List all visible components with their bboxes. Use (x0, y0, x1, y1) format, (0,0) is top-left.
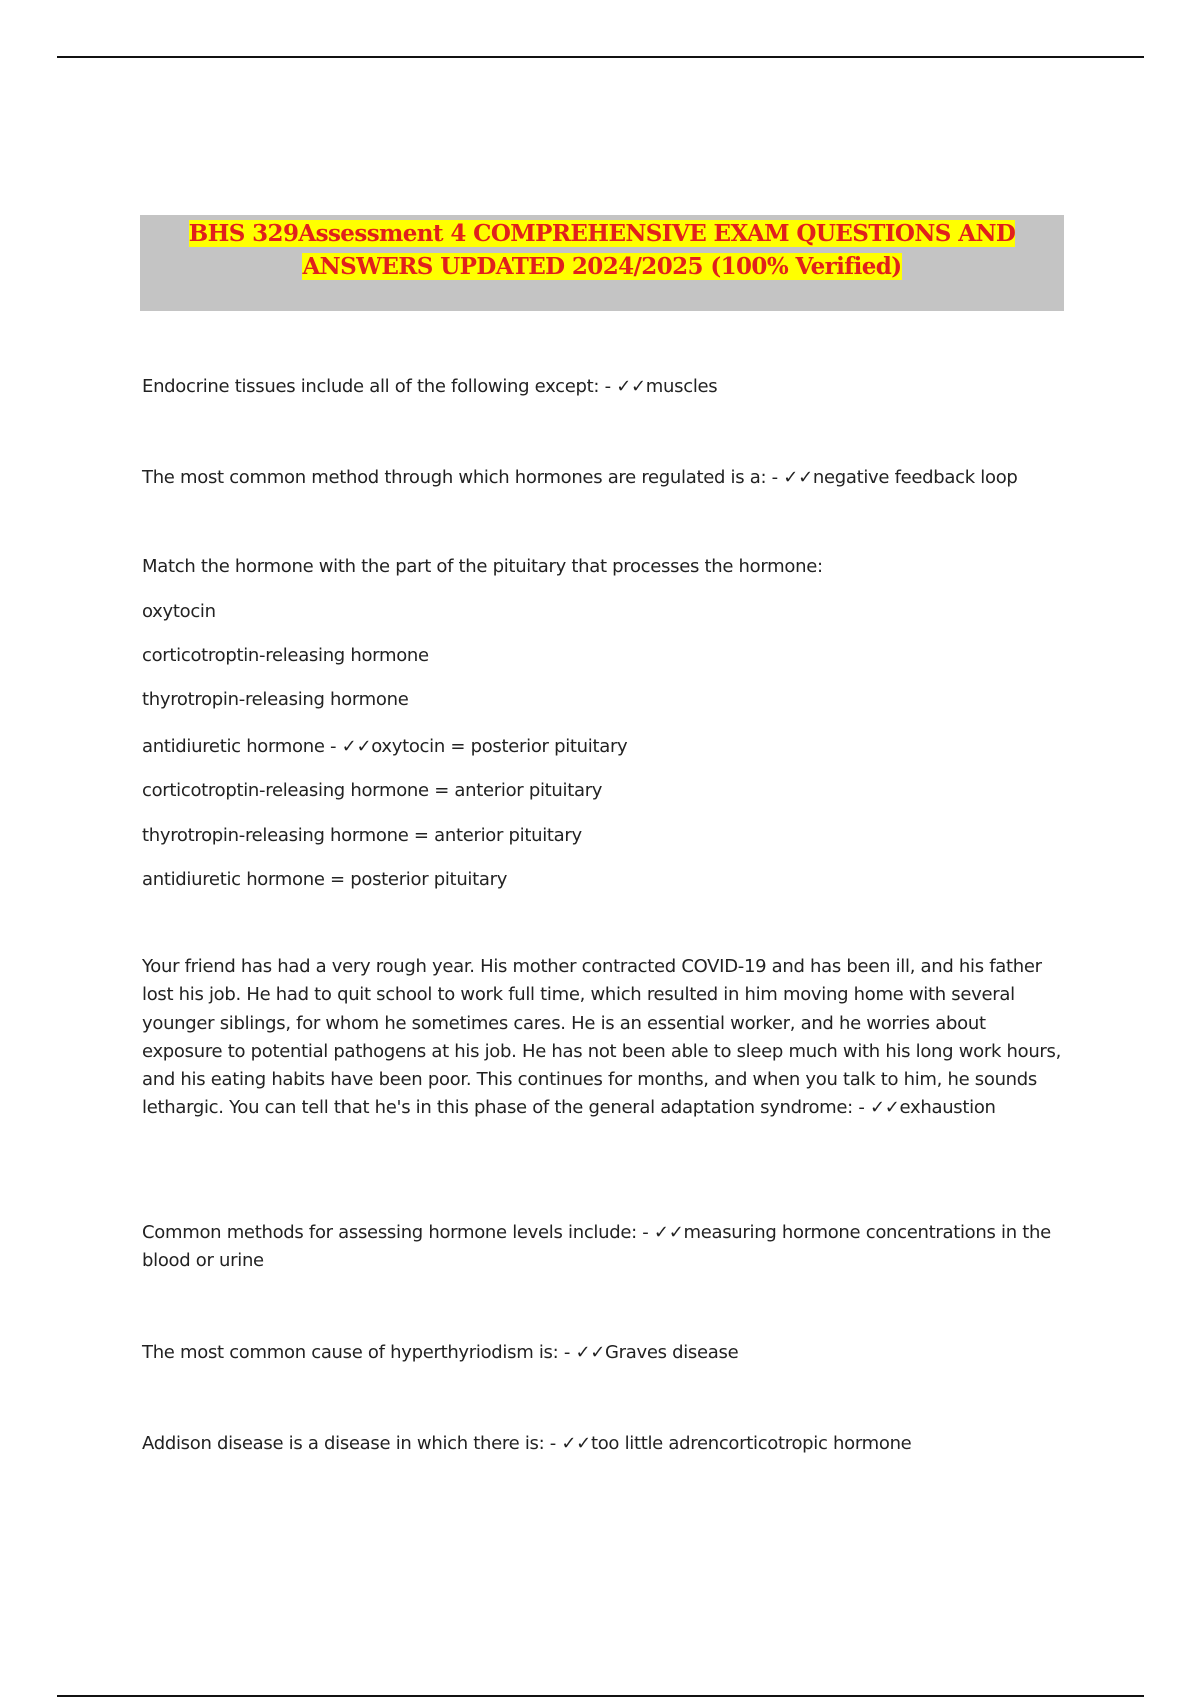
question-5: Common methods for assessing hormone levels include: - ✓✓measuring hormone concentrations in the blood or urine (142, 1222, 1051, 1272)
question-3-item: thyrotropin-releasing hormone (142, 689, 409, 710)
question-3-answer: antidiuretic hormone - ✓✓oxytocin = posterior pituitary (142, 736, 628, 757)
question-6: The most common cause of hyperthyriodism is: - ✓✓Graves disease (142, 1342, 739, 1363)
document-title-banner (140, 215, 1064, 311)
question-3-prompt: Match the hormone with the part of the pituitary that processes the hormone: (142, 556, 823, 577)
question-3-answer: corticotroptin-releasing hormone = anterior pituitary (142, 780, 603, 801)
top-rule (57, 56, 1144, 58)
question-4: Your friend has had a very rough year. His mother contracted COVID-19 and has been ill, and his father lost his job. He had to quit school to work full time, which resulted in him moving home with several younger siblings, for whom he sometimes cares. He is an essential worker, and he worries about exposure to potential pathogens at his job. He has not been able to sleep much with his long work hours, and his eating habits have been poor. This continues for months, and when you talk to him, he sounds lethargic. You can tell that he's in this phase of the general adaptation syndrome: - ✓✓exhaustion (142, 956, 1062, 1119)
question-1: Endocrine tissues include all of the following except: - ✓✓muscles (142, 376, 718, 397)
question-3-item: oxytocin (142, 601, 216, 622)
question-2: The most common method through which hormones are regulated is a: - ✓✓negative feedback loop (142, 467, 1018, 488)
document-title-line-1: BHS 329Assessment 4 COMPREHENSIVE EXAM QUESTIONS AND (188, 220, 1016, 247)
question-3-answer: thyrotropin-releasing hormone = anterior pituitary (142, 825, 582, 846)
document-title-line-2: ANSWERS UPDATED 2024/2025 (100% Verified) (302, 253, 902, 280)
bottom-rule (57, 1695, 1144, 1697)
question-3-answer: antidiuretic hormone = posterior pituitary (142, 869, 508, 890)
question-3-item: corticotroptin-releasing hormone (142, 645, 429, 666)
question-7: Addison disease is a disease in which there is: - ✓✓too little adrencorticotropic hormone (142, 1433, 912, 1454)
